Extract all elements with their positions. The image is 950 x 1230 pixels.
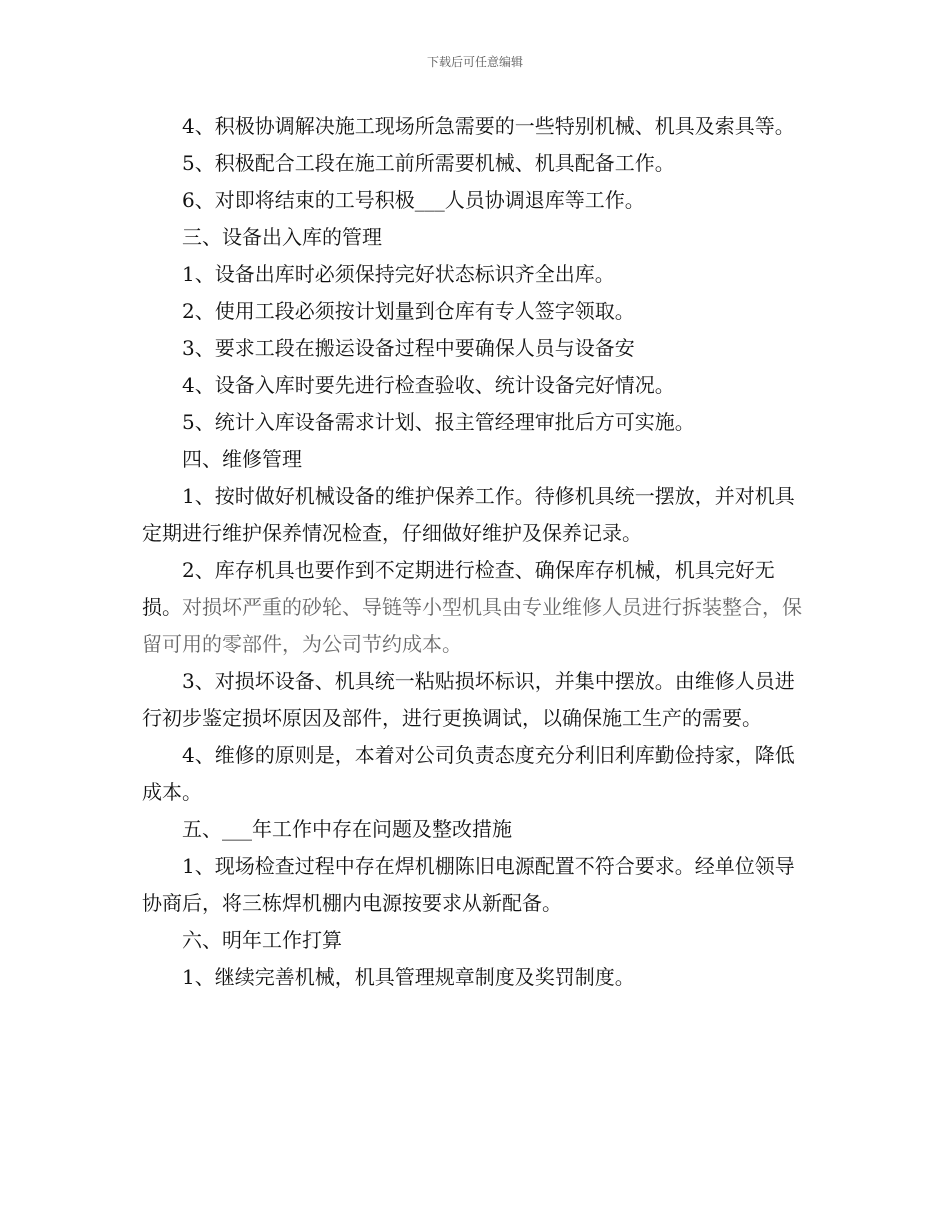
section-heading: 四、维修管理	[182, 447, 302, 471]
paragraph: 1、现场检查过程中存在焊机棚陈旧电源配置不符合要求。经单位领导协商后，将三栋焊机棚内电源按要求从新配备。	[142, 854, 795, 915]
document-body	[142, 108, 810, 996]
paragraph: 1、设备出库时必须保持完好状态标识齐全出库。	[182, 262, 615, 286]
section-heading: 三、设备出入库的管理	[182, 225, 382, 249]
section-heading: 五、___年工作中存在问题及整改措施	[182, 817, 512, 841]
page-header: 下载后可任意编辑	[426, 55, 523, 69]
paragraph: 4、积极协调解决施工现场所急需要的一些特别机械、机具及索具等。	[182, 114, 795, 138]
paragraph: 5、积极配合工段在施工前所需要机械、机具配备工作。	[182, 151, 675, 175]
paragraph: 5、统计入库设备需求计划、报主管经理审批后方可实施。	[182, 410, 695, 434]
paragraph: 3、对损坏设备、机具统一粘贴损坏标识，并集中摆放。由维修人员进行初步鉴定损坏原因及部件，进行更换调试，以确保施工生产的需要。	[142, 669, 795, 730]
section-heading: 六、明年工作打算	[182, 928, 342, 952]
paragraph: 3、要求工段在搬运设备过程中要确保人员与设备安	[182, 336, 635, 360]
paragraph: 4、设备入库时要先进行检查验收、统计设备完好情况。	[182, 373, 675, 397]
paragraph: 1、按时做好机械设备的维护保养工作。待修机具统一摆放，并对机具定期进行维护保养情况检查，仔细做好维护及保养记录。	[142, 484, 795, 545]
paragraph-text: 2、库存机具也要作到不定期进行检查、确保库存机械，机具完好无损。	[142, 558, 775, 619]
paragraph: 4、维修的原则是，本着对公司负责态度充分利旧利库勤俭持家，降低成本。	[142, 743, 795, 804]
paragraph: 2、使用工段必须按计划量到仓库有专人签字领取。	[182, 299, 635, 323]
paragraph: 1、继续完善机械，机具管理规章制度及奖罚制度。	[182, 965, 635, 989]
paragraph	[142, 552, 810, 663]
paragraph: 6、对即将结束的工号积极___人员协调退库等工作。	[182, 188, 645, 212]
paragraph-text-light: 对损坏严重的砂轮、导链等小型机具由专业维修人员进行拆装整合，保留可用的零部件，为公司节约成本。	[142, 595, 802, 656]
